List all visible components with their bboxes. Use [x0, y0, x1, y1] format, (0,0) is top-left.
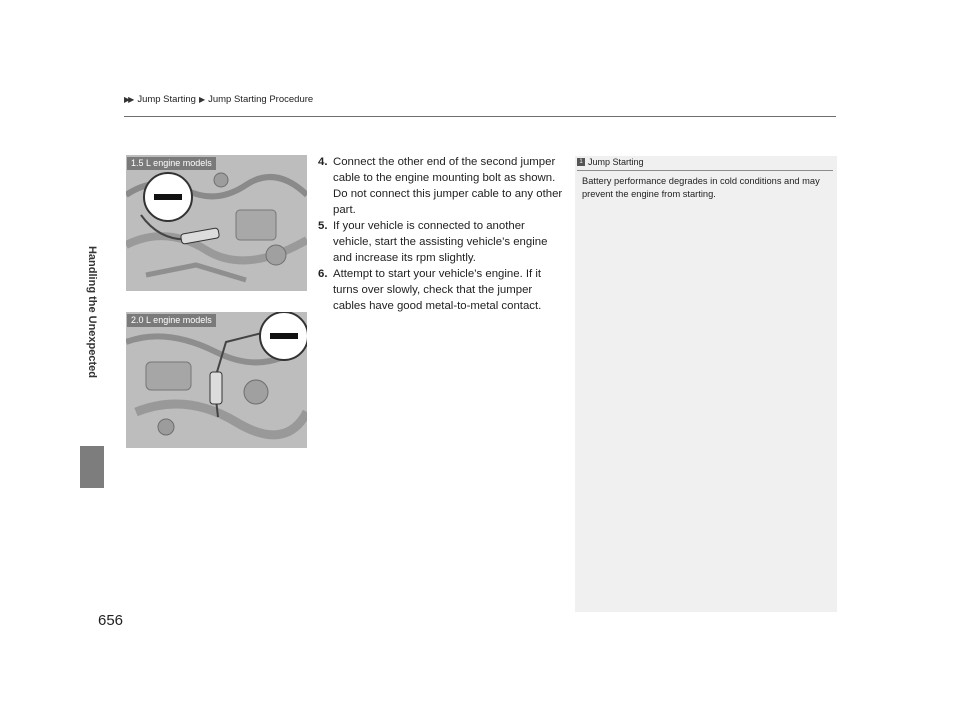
breadcrumb-item-procedure[interactable]: Jump Starting Procedure [208, 94, 314, 105]
chapter-tab-marker [80, 446, 104, 488]
chapter-tab-label [80, 180, 104, 444]
step-item [318, 218, 563, 266]
note-title [577, 157, 833, 171]
step-item [318, 154, 563, 218]
figure-label: 1.5 L engine models [127, 157, 216, 170]
step-number: 6. [318, 268, 328, 280]
step-text: If your vehicle is connected to another vehicle, start the assisting vehicle’s engine and increase its rpm slightly. [333, 220, 548, 264]
breadcrumb-arrow-icon: ▶▶ [124, 95, 133, 104]
note-title-text[interactable]: Jump Starting [588, 157, 644, 167]
page-number: 656 [98, 612, 124, 629]
breadcrumb-item-jump-starting[interactable]: Jump Starting [137, 94, 196, 105]
chapter-tab-text: Handling the Unexpected [86, 245, 98, 379]
header-divider [124, 116, 836, 117]
engine-drawing-1-5l [126, 155, 307, 291]
step-text: Attempt to start your vehicle’s engine. If it turns over slowly, check that the jumper cables have good metal-to-metal contact. [333, 268, 542, 312]
step-number: 5. [318, 220, 328, 232]
side-note [575, 156, 837, 612]
engine-illustration-1-5l [126, 155, 307, 291]
note-reference-icon: 1 [577, 158, 585, 166]
breadcrumb-arrow-icon: ▶ [198, 95, 204, 104]
procedure-steps [318, 154, 563, 314]
step-text: Connect the other end of the second jumper cable to the engine mounting bolt as shown. Do not connect this jumper cable to any other part. [333, 156, 563, 216]
note-body: Battery performance degrades in cold conditions and may prevent the engine from starting. [582, 176, 820, 199]
step-number: 4. [318, 156, 328, 168]
figure-label: 2.0 L engine models [127, 314, 216, 327]
step-item [318, 266, 563, 314]
engine-illustration-2-0l [126, 312, 307, 448]
breadcrumb [124, 94, 313, 105]
engine-drawing-2-0l [126, 312, 307, 448]
